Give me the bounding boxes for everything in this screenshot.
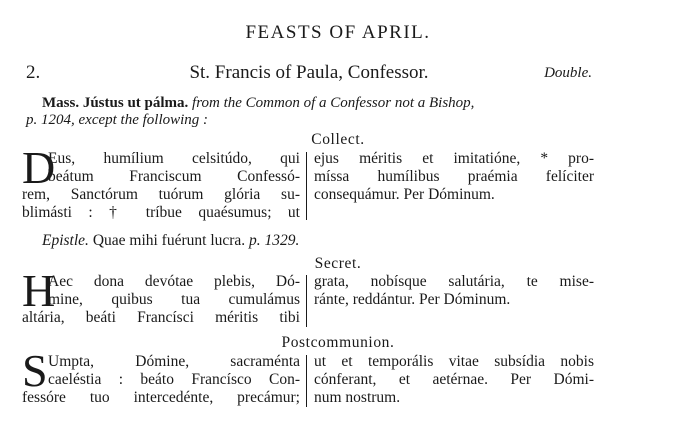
collect-line: beátum Franciscum Confessó- [48, 168, 300, 185]
secret-line: altária, beáti Francísci méritis tibi [22, 309, 300, 326]
collect-dropcap: D [22, 142, 56, 193]
mass-introit: Jústus ut pálma. [82, 95, 189, 111]
mass-page-ref: p. 1204, except the following : [26, 112, 209, 128]
column-rule [306, 275, 307, 327]
postcommunion-heading: Postcommunion. [281, 334, 395, 351]
collect-left-column [22, 142, 300, 222]
postcommunion-line: caeléstia : beáto Francísco Con- [48, 371, 300, 388]
mass-source: from the Common of a Confessor not a Bishop, [192, 95, 475, 111]
postcommunion-left-column [22, 345, 300, 407]
collect-right-column [314, 150, 594, 204]
epistle-incipit: Quae mihi fuérunt lucra. [92, 232, 246, 249]
epistle-label: Epistle. [42, 232, 89, 249]
collect-line: Eus, humílium celsitúdo, qui [48, 150, 300, 167]
secret-line: ránte, reddántur. Per Dóminum. [314, 291, 511, 308]
secret-right-column [314, 273, 594, 309]
column-rule [306, 152, 307, 220]
collect-line: míssa humílibus praémia felíciter [314, 168, 594, 185]
collect-line: blimásti : † tríbue quaésumus; ut [22, 204, 300, 221]
postcommunion-line: Umpta, Dómine, sacraménta [48, 353, 300, 370]
epistle-line [42, 232, 299, 250]
secret-line: Aec dona devótae plebis, Dó- [48, 273, 300, 290]
collect-line: ejus méritis et imitatióne, * pro- [314, 150, 594, 167]
feast-title: St. Francis of Paula, Confessor. [189, 62, 429, 83]
collect-line: consequámur. Per Dóminum. [314, 186, 495, 203]
mass-rubric [26, 95, 594, 129]
collect-line: rem, Sanctórum tuórum glória su- [22, 186, 300, 203]
secret-left-column [22, 265, 300, 327]
secret-line: grata, nobísque salutária, te mise- [314, 273, 594, 290]
secret-dropcap: H [22, 265, 56, 316]
mass-label: Mass. [42, 95, 80, 111]
feast-rank: Double. [544, 65, 592, 81]
feast-number: 2. [26, 62, 41, 83]
postcommunion-line: ut et temporális vitae subsídia nobis [314, 353, 594, 370]
secret-section [22, 265, 594, 329]
postcommunion-line: cónferant, et aetérnae. Per Dómi- [314, 371, 594, 388]
postcommunion-section [22, 345, 594, 409]
running-head: FEASTS OF APRIL. [245, 22, 431, 43]
feast-line [26, 62, 592, 86]
collect-heading: Collect. [311, 131, 365, 148]
column-rule [306, 355, 307, 407]
collect-section [22, 142, 594, 224]
postcommunion-line: fessóre tuo intercedénte, precámur; [22, 389, 300, 406]
postcommunion-line: num nostrum. [314, 389, 401, 406]
epistle-page-ref: p. 1329. [249, 232, 300, 249]
postcommunion-right-column [314, 353, 594, 407]
postcommunion-dropcap: S [22, 345, 48, 396]
secret-line: mine, quibus tua cumulámus [48, 291, 300, 308]
secret-heading: Secret. [314, 255, 362, 272]
